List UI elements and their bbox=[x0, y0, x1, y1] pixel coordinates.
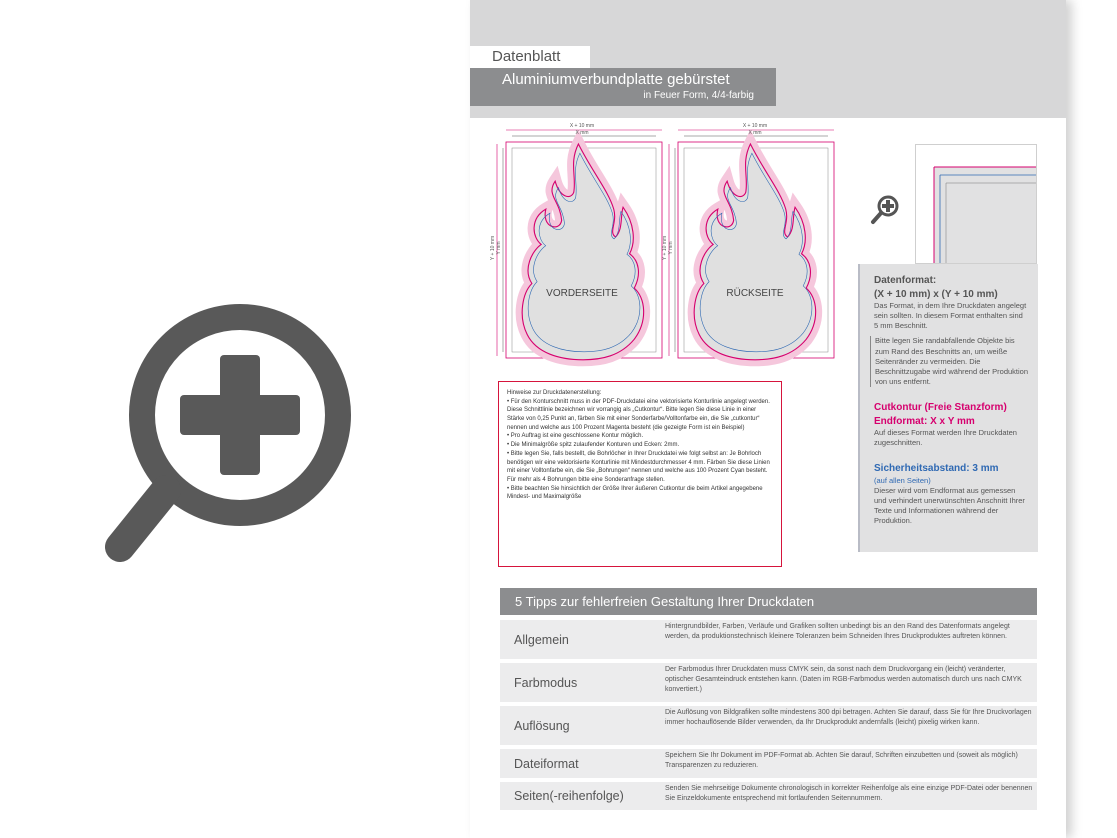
tip-row-aufloesung bbox=[500, 706, 1037, 745]
endformat-title: Endformat: X x Y mm bbox=[874, 415, 975, 427]
tip-text: Der Farbmodus Ihrer Druckdaten muss CMYK sein, da sonst nach dem Druckvorgang ein (leicht) veränderter, optischer Gesamteindruck entstehen kann. (Daten im RGB-Farbmodus werden automatisch durch uns nach CMYK konvertiert.) bbox=[665, 666, 1022, 693]
small-zoom-icon[interactable] bbox=[873, 197, 897, 222]
corner-thumbnail bbox=[915, 144, 1037, 264]
product-subtitle: in Feuer Form, 4/4-farbig bbox=[643, 90, 754, 101]
tips-header: 5 Tipps zur fehlerfreien Gestaltung Ihrer Druckdaten bbox=[500, 588, 1037, 615]
print-notes-box bbox=[498, 381, 782, 567]
tip-row-seiten bbox=[500, 782, 1037, 810]
dim-outer-width-back: X + 10 mm bbox=[742, 123, 768, 129]
front-label: VORDERSEITE bbox=[546, 288, 618, 299]
tip-text: Senden Sie mehrseitige Dokumente chronologisch in korrekter Reihenfolge als eine einzige PDF-Datei oder benennen Sie Einzeldokumente entsprechend mit fortlaufenden Seitennummern. bbox=[665, 785, 1033, 802]
tip-text: Speichern Sie Ihr Dokument im PDF-Format ab. Achten Sie darauf, Schriften einzubetten und (soweit als möglich) Transparenzen zu reduzieren. bbox=[665, 752, 1018, 769]
sicherheit-text: Dieser wird vom Endformat aus gemessen und verhindert unerwünschten Anschnitt Ihrer Texte und Informationen während der Produktion. bbox=[874, 485, 1025, 526]
notes-heading: Hinweise zur Druckdatenerstellung: bbox=[507, 390, 602, 396]
tip-row-allgemein bbox=[500, 620, 1037, 659]
notes-item: • Bitte beachten Sie hinsichtlich der Größe Ihrer äußeren Cutkontur die beim Artikel angegebene Mindest- und Maximalgröße bbox=[507, 485, 763, 501]
dim-inner-width: X mm bbox=[575, 130, 589, 136]
datenformat-size: (X + 10 mm) x (Y + 10 mm) bbox=[874, 288, 998, 300]
tip-label: Farbmodus bbox=[514, 675, 578, 690]
notes-item: • Bitte legen Sie, falls bestellt, die Bohrlöcher in Ihrer Druckdatei wie folgt selbst an: Je Bohrloch benötigen wir eine vektorisierte Konturlinie mit Mindestdurchmesser 4 mm. Färben Sie diese Linien mit einer Volltonfarbe ein, die Sie „Bohrungen“ nennen und welche aus 100 Prozent Cyan besteht. Für mehr als 4 Bohrungen bitte eine Sonderanfrage stellen. bbox=[507, 450, 770, 483]
dim-inner-height-back: Y mm bbox=[668, 241, 674, 255]
format-info-panel bbox=[858, 264, 1038, 552]
dim-outer-width: X + 10 mm bbox=[569, 123, 595, 129]
tip-label: Seiten(-reihenfolge) bbox=[514, 789, 624, 803]
sicherheit-title: Sicherheitsabstand: 3 mm bbox=[874, 463, 999, 475]
tip-row-farbmodus bbox=[500, 663, 1037, 702]
tip-text: Hintergrundbilder, Farben, Verläufe und Grafiken sollten unbedingt bis an den Rand des Datenformats angelegt werden, da produktionstechnisch kleinere Toleranzen beim Schneiden Ihres Druckproduktes auftreten können. bbox=[665, 623, 1010, 640]
datenformat-text: Das Format, in dem Ihre Druckdaten angelegt sein sollten. In diesem Format enthalten sind 5 mm Beschnitt. bbox=[874, 301, 1027, 331]
notes-item: • Für den Konturschnitt muss in der PDF-Druckdatei eine vektorisierte Konturlinie angelegt werden. Diese Schnittlinie bezeichnen wir vorrangig als „Cutkontur“. Bitte legen Sie diese Linie in einer Stärke von 0,25 Punkt an, färben Sie mit einer Sonderfarbe/Volltonfarbe ein, die Sie „cutkontur“ nennen und welche aus 100 Prozent Magenta besteht (die gezeigte Form ist ein Beispiel) bbox=[507, 398, 770, 431]
beschnitt-text: Bitte legen Sie randabfallende Objekte bis zum Rand des Beschnitts an, um weiße Seitenränder zu vermeiden. Die Beschnittzugabe wird während der Produktion von uns entfernt. bbox=[870, 336, 1028, 387]
tip-label: Dateiformat bbox=[514, 756, 579, 771]
datasheet-page bbox=[470, 0, 1066, 838]
dim-outer-height: Y + 10 mm bbox=[490, 235, 496, 261]
tip-label: Auflösung bbox=[514, 718, 570, 733]
endformat-text: Auf dieses Format werden Ihre Druckdaten zugeschnitten. bbox=[874, 428, 1017, 448]
dim-inner-height: Y mm bbox=[496, 241, 502, 255]
back-artwork bbox=[669, 130, 834, 360]
back-label: RÜCKSEITE bbox=[726, 288, 784, 299]
dim-inner-width-back: X mm bbox=[748, 130, 762, 136]
dim-outer-height-back: Y + 10 mm bbox=[662, 235, 668, 261]
front-artwork bbox=[497, 130, 662, 360]
notes-item: • Pro Auftrag ist eine geschlossene Kontur möglich. bbox=[507, 433, 644, 440]
datasheet-tab: Datenblatt bbox=[470, 46, 590, 68]
datenformat-title: Datenformat: bbox=[874, 275, 937, 286]
tip-label: Allgemein bbox=[514, 632, 569, 647]
sicherheit-sub: (auf allen Seiten) bbox=[874, 475, 931, 485]
tip-text: Die Auflösung von Bildgrafiken sollte mindestens 300 dpi betragen. Achten Sie darauf, dass Sie für Ihre Druckvorlagen immer hochauflösende Bilder verwenden, da Ihr Druckprodukt andernfalls (leicht) pixelig wirken kann. bbox=[665, 709, 1032, 726]
product-title: Aluminiumverbundplatte gebürstet bbox=[502, 71, 730, 88]
notes-item: • Die Minimalgröße spitz zulaufender Konturen und Ecken: 2mm. bbox=[507, 442, 680, 449]
cutkontur-title: Cutkontur (Freie Stanzform) bbox=[874, 402, 1007, 413]
tip-row-dateiformat bbox=[500, 749, 1037, 778]
title-bar bbox=[470, 68, 776, 106]
zoom-in-icon[interactable] bbox=[100, 295, 365, 585]
